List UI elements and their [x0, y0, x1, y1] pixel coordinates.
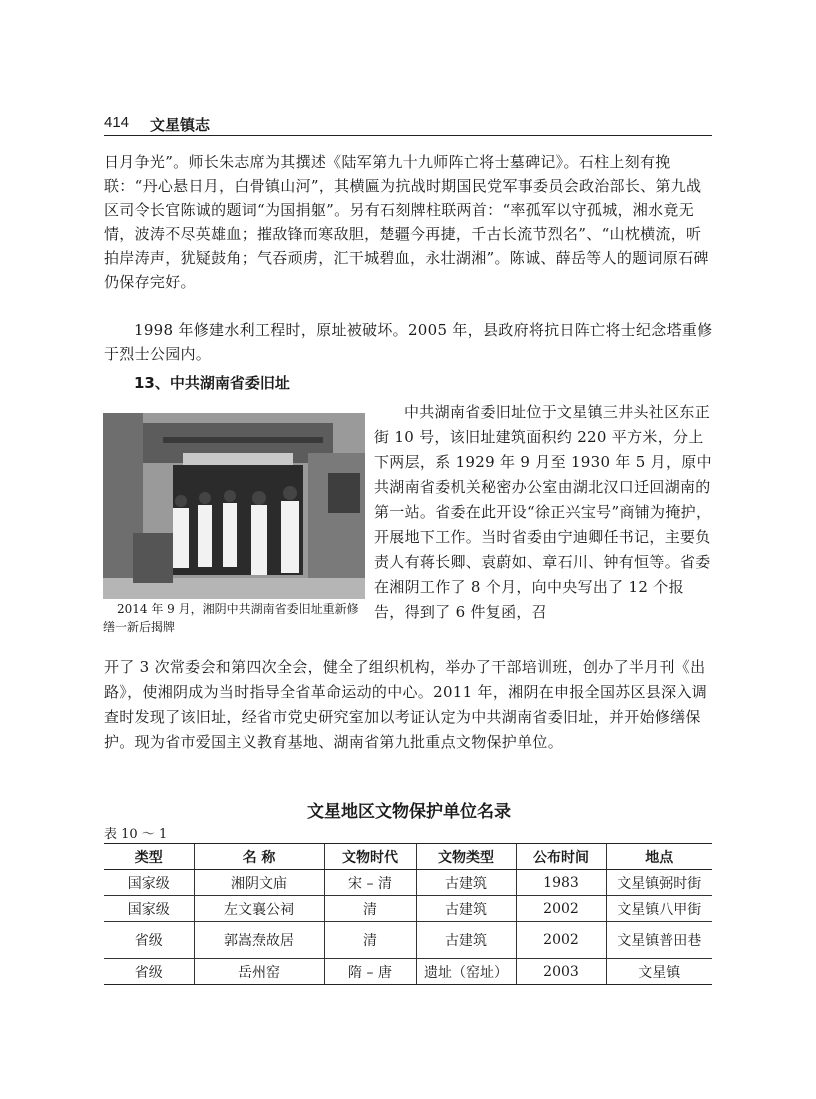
cell-category: 遗址（窑址） [416, 959, 516, 985]
header-rule [104, 135, 712, 136]
cell-location: 文星镇八甲街 [606, 896, 712, 922]
cell-year: 2003 [516, 959, 606, 985]
cell-type: 国家级 [104, 896, 194, 922]
section-heading: 13、中共湖南省委旧址 [134, 374, 290, 392]
table-row [104, 959, 712, 985]
photo-plaque-unveiling [103, 413, 365, 599]
paragraph-1: 日月争光”。师长朱志席为其撰述《陆军第九十九师阵亡将士墓碑记》。石柱上刻有挽联：“丹心悬日月，白骨镇山河”，其横匾为抗战时期国民党军事委员会政治部长、第九战区司令长官陈诚的题词“为国捐躯”。另有石刻牌柱联两首：“率孤军以守孤城，湘水竟无情，波涛不尽英雄血；摧敌锋而寒敌胆，楚疆今再捷，千古长流节烈名”、“山枕横流，听拍岸涛声，犹疑鼓角；气吞顽虏，汇干城碧血，永壮湖湘”。陈诚、薛岳等人的题词原石碑仍保存完好。 [104, 153, 709, 291]
cell-category: 古建筑 [416, 870, 516, 896]
paragraph-3: 中共湖南省委旧址位于文星镇三井头社区东正街 10 号，该旧址建筑面积约 220 平方米，分上下两层，系 1929 年 9 月至 1930 年 5 月，原中共湖南省委机关秘密办公室由湖北汉口迁回湖南的第一站。省委在此开设“徐正兴宝号”商铺为掩护，开展地下工作。当时省委由宁迪卿任书记，主要负责人有蒋长卿、袁蔚如、章石川、钟有恒等。省委在湘阴工作了 8 个月，向中央写出了 12 个报告，得到了 6 件复函，召 [374, 403, 712, 621]
header-name: 名 称 [194, 844, 324, 870]
paragraph-2: 1998 年修建水利工程时，原址被破坏。2005 年，县政府将抗日阵亡将士纪念塔重修于烈士公园内。 [104, 321, 713, 363]
header-location: 地点 [606, 844, 712, 870]
cell-type: 省级 [104, 922, 194, 959]
cell-type: 国家级 [104, 870, 194, 896]
cell-era: 清 [324, 922, 416, 959]
page-header [104, 114, 712, 134]
photo-illustration [103, 413, 365, 599]
header-category: 文物类型 [416, 844, 516, 870]
table-row [104, 896, 712, 922]
cell-name: 郭嵩焘故居 [194, 922, 324, 959]
header-era: 文物时代 [324, 844, 416, 870]
table-title: 文星地区文物保护单位名录 [307, 802, 511, 822]
cell-era: 隋 – 唐 [324, 959, 416, 985]
cell-year: 2002 [516, 896, 606, 922]
cell-name: 岳州窑 [194, 959, 324, 985]
cell-location: 文星镇 [606, 959, 712, 985]
paragraph-4: 开了 3 次常委会和第四次全会，健全了组织机构，举办了干部培训班，创办了半月刊《出路》，使湘阴成为当时指导全省革命运动的中心。2011 年，湘阴在申报全国苏区县深入调查时发现了该旧址，经省市党史研究室加以考证认定为中共湖南省委旧址，并开始修缮保护。现为省市爱国主义教育基地、湖南省第九批重点文物保护单位。 [104, 658, 708, 751]
heritage-table [104, 843, 712, 985]
header-year: 公布时间 [516, 844, 606, 870]
cell-location: 文星镇普田巷 [606, 922, 712, 959]
book-title: 文星镇志 [150, 116, 211, 134]
table-header-row [104, 844, 712, 870]
table-row [104, 870, 712, 896]
cell-era: 清 [324, 896, 416, 922]
cell-year: 1983 [516, 870, 606, 896]
cell-name: 左文襄公祠 [194, 896, 324, 922]
cell-location: 文星镇弼时街 [606, 870, 712, 896]
page-number: 414 [104, 114, 130, 131]
table-number: 表 10 ～ 1 [104, 827, 168, 842]
cell-category: 古建筑 [416, 896, 516, 922]
cell-name: 湘阴文庙 [194, 870, 324, 896]
photo-caption: 2014 年 9 月，湘阴中共湖南省委旧址重新修缮一新后揭牌 [103, 602, 359, 634]
cell-year: 2002 [516, 922, 606, 959]
table-row [104, 922, 712, 959]
cell-type: 省级 [104, 959, 194, 985]
cell-era: 宋 – 清 [324, 870, 416, 896]
header-type: 类型 [104, 844, 194, 870]
cell-category: 古建筑 [416, 922, 516, 959]
